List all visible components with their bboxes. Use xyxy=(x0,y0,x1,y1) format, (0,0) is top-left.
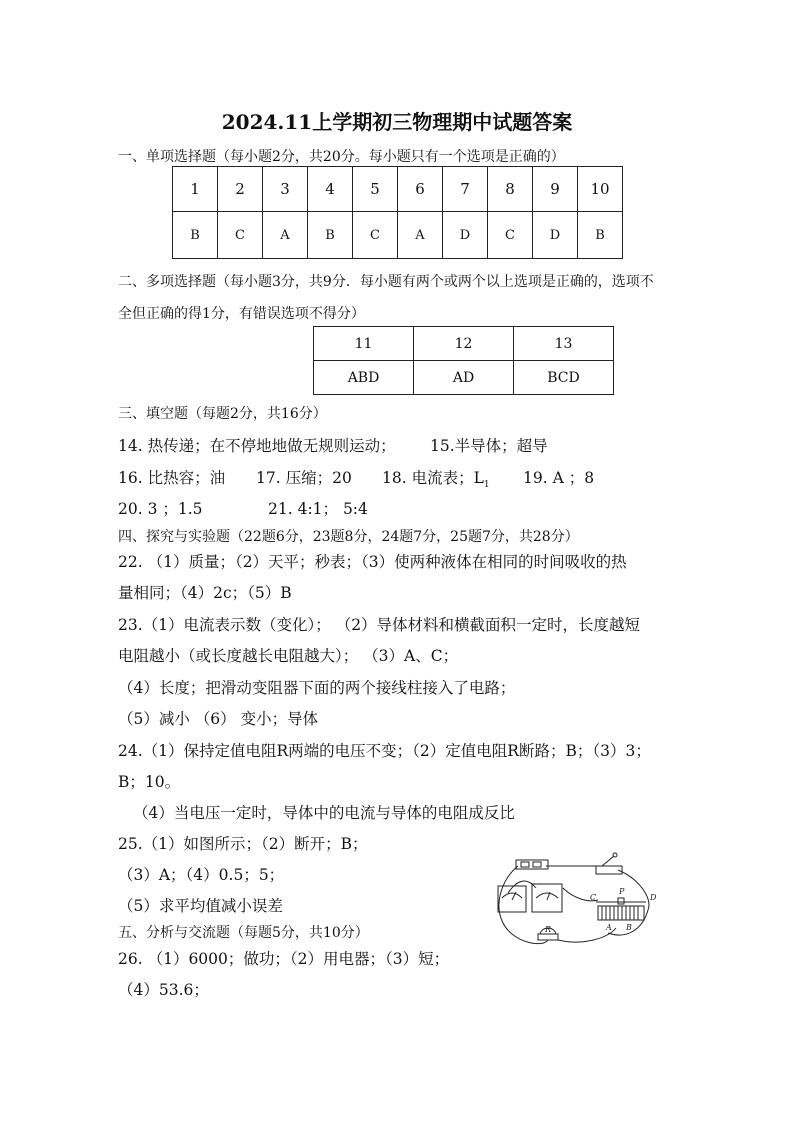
q-answer: B xyxy=(173,212,218,259)
figure-label: D xyxy=(650,893,657,902)
q-answer: D xyxy=(443,212,488,259)
answer-23-line4: （5）减小 （6） 变小；导体 xyxy=(118,710,319,728)
section1-heading: 一、单项选择题（每小题2分，共20分。每小题只有一个选项是正确的） xyxy=(118,149,565,165)
q-answer: B xyxy=(308,212,353,259)
answer-15: 15.半导体；超导 xyxy=(430,437,548,455)
answer-20: 20. 3 ；1.5 xyxy=(118,500,203,518)
page-title: 2024.11上学期初三物理期中试题答案 xyxy=(221,110,573,134)
q-number: 2 xyxy=(218,167,263,212)
q-answer: C xyxy=(488,212,533,259)
q-answer: BCD xyxy=(514,361,614,395)
answer-23-line2: 电阻越小（或长度越长电阻越大）； （3）A、C； xyxy=(118,647,459,665)
q-answer: A xyxy=(263,212,308,259)
q-number: 9 xyxy=(533,167,578,212)
q-number: 8 xyxy=(488,167,533,212)
answer-25-line2: （3）A；（4）0.5；5； xyxy=(118,866,285,884)
q-answer: C xyxy=(218,212,263,259)
answer-16: 16. 比热容；油 xyxy=(118,469,226,487)
answer-21: 21. 4:1； 5:4 xyxy=(268,500,368,518)
answer-22-line2: 量相同；（4）2c；（5）B xyxy=(118,584,292,602)
answer-17: 17. 压缩；20 xyxy=(256,469,352,487)
answer-23-line1: 23.（1）电流表示数（变化）； （2）导体材料和横截面积一定时，长度越短 xyxy=(118,616,641,634)
answer-26-line1: 26. （1）6000；做功；（2）用电器；（3）短； xyxy=(118,950,450,968)
multi-choice-answer-row xyxy=(314,361,614,395)
section2-heading-cont: 全但正确的得1分，有错误选项不得分） xyxy=(118,306,365,322)
figure-label: P xyxy=(619,887,625,896)
answer-22-line1: 22. （1）质量；（2）天平；秒表；（3）使两种液体在相同的时间吸收的热 xyxy=(118,553,627,571)
multi-choice-table xyxy=(313,326,614,395)
single-choice-number-row xyxy=(173,167,623,212)
answer-24-line3: （4）当电压一定时，导体中的电流与导体的电阻成反比 xyxy=(133,804,515,822)
q-answer: A xyxy=(398,212,443,259)
answer-25-line1: 25.（1）如图所示；（2）断开；B； xyxy=(118,835,368,853)
section3-heading: 三、填空题（每题2分，共16分） xyxy=(118,406,327,422)
figure-label: R xyxy=(545,925,552,934)
single-choice-table xyxy=(172,166,623,259)
q-number: 12 xyxy=(414,327,514,361)
circuit-diagram-figure xyxy=(488,848,668,958)
q-answer: C xyxy=(353,212,398,259)
figure-label: A xyxy=(606,923,612,932)
answer-25-line3: （5）求平均值减小误差 xyxy=(118,897,283,915)
q-answer: B xyxy=(578,212,623,259)
answer-23-line3: （4）长度；把滑动变阻器下面的两个接线柱接入了电路； xyxy=(118,679,516,697)
answer-19: 19. A ；8 xyxy=(523,469,595,487)
q-answer: D xyxy=(533,212,578,259)
section5-heading: 五、分析与交流题（每题5分，共10分） xyxy=(118,925,369,941)
q-number: 6 xyxy=(398,167,443,212)
q-number: 10 xyxy=(578,167,623,212)
answer-18-subscript: 1 xyxy=(483,480,490,491)
section2-heading: 二、多项选择题（每小题3分，共9分．每小题有两个或两个以上选项是正确的，选项不 xyxy=(118,274,654,290)
q-number: 11 xyxy=(314,327,414,361)
q-answer: AD xyxy=(414,361,514,395)
figure-label: B xyxy=(626,923,632,932)
answer-14: 14. 热传递；在不停地地做无规则运动； xyxy=(118,437,396,455)
answer-26-line2: （4）53.6； xyxy=(118,981,209,999)
answer-18 xyxy=(382,466,490,490)
q-number: 3 xyxy=(263,167,308,212)
q-number: 5 xyxy=(353,167,398,212)
q-number: 7 xyxy=(443,167,488,212)
answer-24-line2: B；10。 xyxy=(118,773,181,791)
q-answer: ABD xyxy=(314,361,414,395)
section4-heading: 四、探究与实验题（22题6分，23题8分，24题7分，25题7分，共28分） xyxy=(118,529,579,545)
answer-24-line1: 24.（1）保持定值电阻R两端的电压不变；（2）定值电阻R断路；B；（3）3； xyxy=(118,742,651,760)
multi-choice-number-row xyxy=(314,327,614,361)
q-number: 13 xyxy=(514,327,614,361)
single-choice-answer-row xyxy=(173,212,623,259)
figure-label: C xyxy=(590,893,597,902)
q-number: 4 xyxy=(308,167,353,212)
answer-18-text: 18. 电流表；L xyxy=(382,469,484,487)
q-number: 1 xyxy=(173,167,218,212)
